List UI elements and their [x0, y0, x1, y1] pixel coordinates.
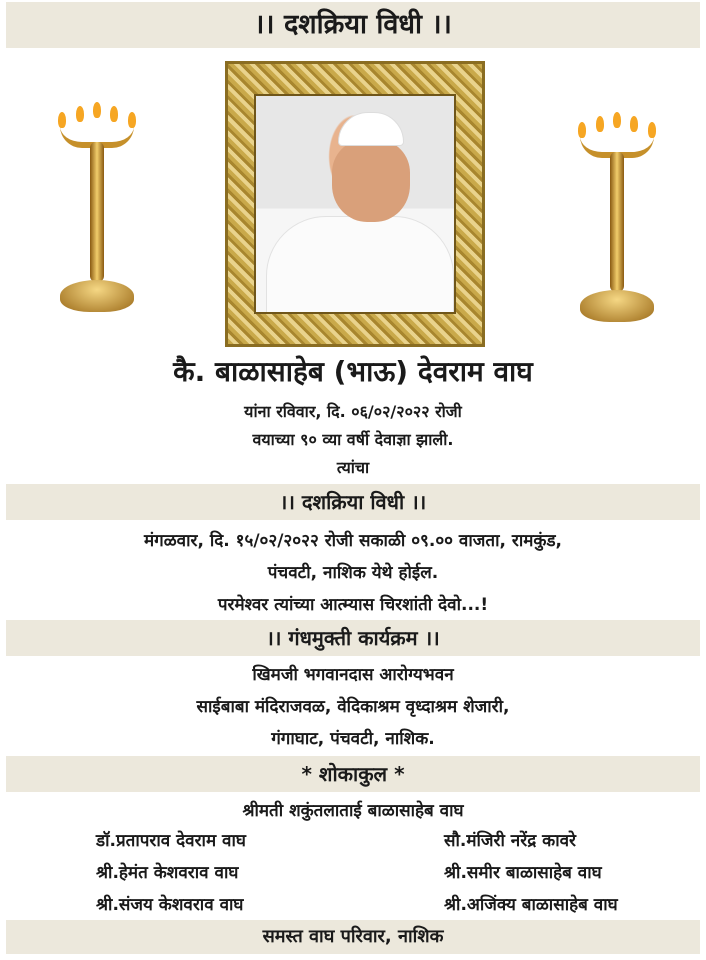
mourner-left-2: श्री.हेमंत केशवराव वाघ [96, 863, 239, 883]
portrait-frame [225, 61, 485, 347]
oil-lamp-icon [572, 122, 662, 332]
mourner-left-1: डॉ.प्रतापराव देवराम वाघ [96, 831, 246, 851]
header-band [6, 2, 700, 48]
ritual-title: ।। दशक्रिया विधी ।। [279, 490, 427, 514]
gandhmukti-line3: गंगाघाट, पंचवटी, नाशिक. [271, 729, 435, 749]
death-info-line2: वयाच्या ९० व्या वर्षी देवाज्ञा झाली. [252, 430, 454, 449]
ritual-line2: पंचवटी, नाशिक येथे होईल. [267, 563, 439, 583]
mourner-right-1: सौ.मंजिरी नरेंद्र कावरे [444, 831, 577, 851]
deceased-name: कै. बाळासाहेब (भाऊ) देवराम वाघ [173, 355, 533, 388]
header-title: ।। दशक्रिया विधी ।। [254, 9, 452, 40]
footer-band [6, 920, 700, 954]
gandhmukti-band [6, 620, 700, 656]
ritual-line3: परमेश्वर त्यांच्या आत्म्यास चिरशांती देवो...! [217, 595, 489, 615]
gandhmukti-line2: साईबाबा मंदिराजवळ, वेदिकाश्रम वृध्दाश्रम शेजारी, [196, 697, 510, 717]
ritual-band [6, 484, 700, 520]
portrait-photo [254, 94, 456, 314]
death-info-line1: यांना रविवार, दि. ०६/०२/२०२२ रोजी [244, 402, 462, 421]
mourner-right-3: श्री.अजिंक्य बाळासाहेब वाघ [444, 895, 618, 915]
mourners-band [6, 756, 700, 792]
gandhmukti-line1: खिमजी भगवानदास आरोग्यभवन [252, 665, 454, 685]
gandhmukti-title: ।। गंधमुक्ती कार्यक्रम ।। [266, 626, 440, 650]
mourner-left-3: श्री.संजय केशवराव वाघ [96, 895, 244, 915]
mourner-right-2: श्री.समीर बाळासाहेब वाघ [444, 863, 602, 883]
oil-lamp-icon [52, 112, 142, 322]
ritual-line1: मंगळवार, दि. १५/०२/२०२२ रोजी सकाळी ०९.०० वाजता, रामकुंड, [144, 531, 562, 551]
mourners-title: * शोकाकुल * [301, 762, 405, 786]
death-info-line3: त्यांचा [336, 458, 370, 477]
footer-text: समस्त वाघ परिवार, नाशिक [262, 926, 444, 947]
mourner-lead: श्रीमती शकुंतलाताई बाळासाहेब वाघ [242, 801, 464, 821]
